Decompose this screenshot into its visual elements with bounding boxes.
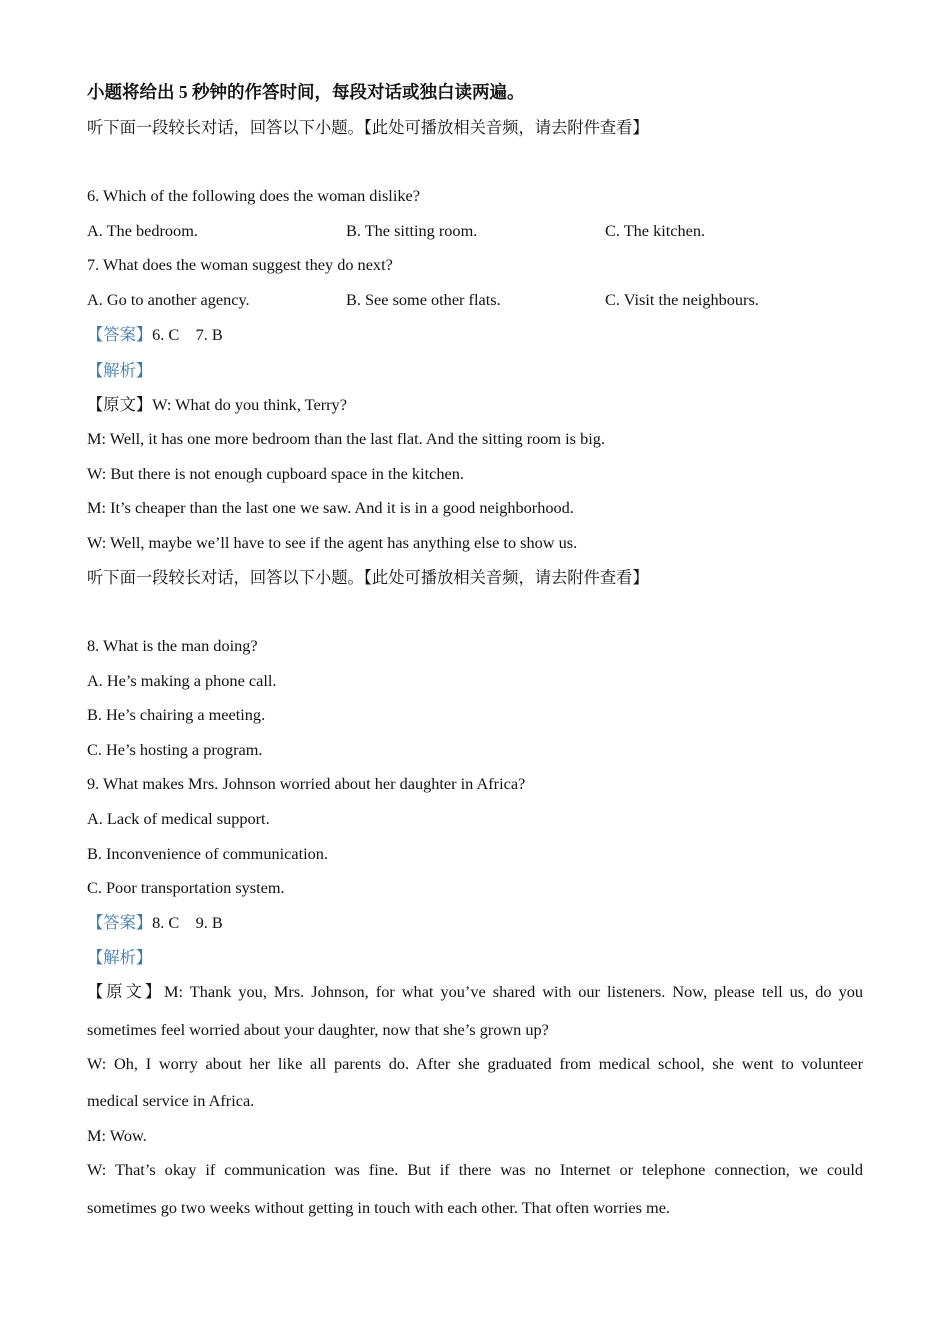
question-7-stem: 7. What does the woman suggest they do next? bbox=[87, 255, 393, 274]
question-8-option-a: A. He’s making a phone call. bbox=[87, 671, 277, 690]
question-9-option-a: A. Lack of medical support. bbox=[87, 809, 270, 828]
listen-prompt-1: 听下面一段较长对话，回答以下小题。【此处可播放相关音频，请去附件查看】 bbox=[87, 118, 649, 137]
question-6-option-a: A. The bedroom. bbox=[87, 221, 198, 240]
question-7-option-c: C. Visit the neighbours. bbox=[605, 290, 759, 309]
listen-prompt-2: 听下面一段较长对话，回答以下小题。【此处可播放相关音频，请去附件查看】 bbox=[87, 568, 649, 587]
transcript-1-line-4: M: It’s cheaper than the last one we saw. And it is in a good neighborhood. bbox=[87, 498, 574, 517]
transcript-1-line-1: 【原文】W: What do you think, Terry? bbox=[87, 395, 347, 414]
transcript-2-line-2: sometimes feel worried about your daughter, now that she’s grown up? bbox=[87, 1020, 549, 1039]
question-9-option-c: C. Poor transportation system. bbox=[87, 878, 285, 897]
transcript-2-line-3: W: Oh, I worry about her like all parents do. After she graduated from medical school, she went to volunteer bbox=[87, 1054, 863, 1073]
transcript-1-line-5: W: Well, maybe we’ll have to see if the agent has anything else to show us. bbox=[87, 533, 578, 552]
question-7-option-a: A. Go to another agency. bbox=[87, 290, 250, 309]
answer-tag: 【答案】 bbox=[87, 913, 153, 932]
transcript-1-line-2: M: Well, it has one more bedroom than the last flat. And the sitting room is big. bbox=[87, 429, 605, 448]
transcript-2-line-7: sometimes go two weeks without getting in touch with each other. That often worries me. bbox=[87, 1198, 670, 1217]
analysis-tag-2: 【解析】 bbox=[87, 948, 153, 967]
answer-line-2 bbox=[87, 913, 223, 933]
transcript-2-line-4: medical service in Africa. bbox=[87, 1091, 255, 1110]
question-7-option-b: B. See some other flats. bbox=[346, 290, 501, 309]
answer-tag: 【答案】 bbox=[87, 325, 153, 344]
answer-text: 8. C 9. B bbox=[152, 913, 223, 932]
analysis-tag-1: 【解析】 bbox=[87, 361, 153, 380]
transcript-2-line-1: 【原文】M: Thank you, Mrs. Johnson, for what you’ve shared with our listeners. Now, please tell us, do you bbox=[87, 982, 863, 1001]
answer-text: 6. C 7. B bbox=[152, 325, 223, 344]
question-9-stem: 9. What makes Mrs. Johnson worried about her daughter in Africa? bbox=[87, 774, 526, 793]
question-8-option-c: C. He’s hosting a program. bbox=[87, 740, 263, 759]
question-8-stem: 8. What is the man doing? bbox=[87, 636, 258, 655]
transcript-1-line-3: W: But there is not enough cupboard space in the kitchen. bbox=[87, 464, 464, 483]
answer-line-1 bbox=[87, 325, 223, 345]
question-6-stem: 6. Which of the following does the woman dislike? bbox=[87, 186, 420, 205]
question-6-option-c: C. The kitchen. bbox=[605, 221, 706, 240]
question-8-option-b: B. He’s chairing a meeting. bbox=[87, 705, 266, 724]
question-9-option-b: B. Inconvenience of communication. bbox=[87, 844, 328, 863]
question-6-option-b: B. The sitting room. bbox=[346, 221, 478, 240]
transcript-2-line-6: W: That’s okay if communication was fine. But if there was no Internet or telephone connection, we could bbox=[87, 1160, 863, 1179]
transcript-2-line-5: M: Wow. bbox=[87, 1126, 147, 1145]
section-heading: 小题将给出 5 秒钟的作答时间，每段对话或独白读两遍。 bbox=[87, 82, 525, 102]
